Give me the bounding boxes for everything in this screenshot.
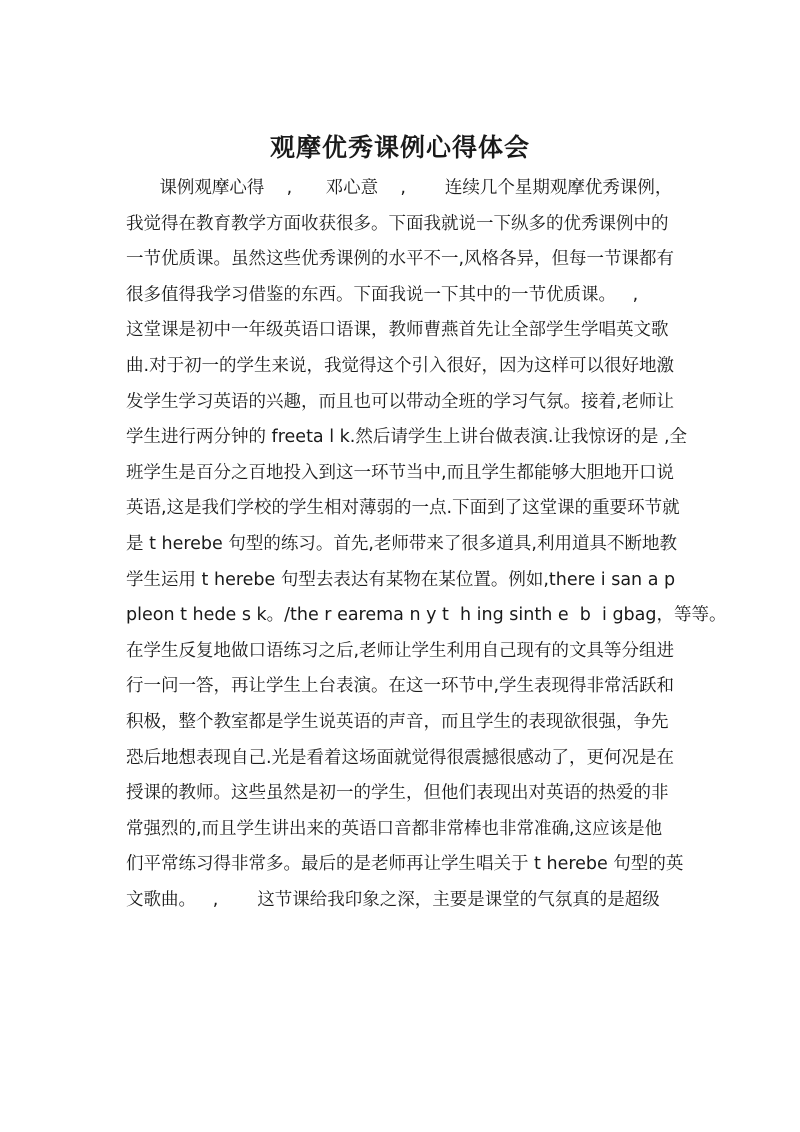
body-line: 行一问一答，再让学生上台表演。在这一环节中,学生表现得非常活跃和	[126, 676, 675, 697]
body-line: 一节优质课。虽然这些优秀课例的水平不一,风格各异，但每一节课都有	[126, 249, 675, 270]
document-title: 观摩优秀课例心得体会	[269, 133, 530, 162]
body-line: 恐后地想表现自己.光是看着这场面就觉得很震撼很感动了，更何况是在	[126, 747, 675, 768]
body-line: 学生运用 t herebe 句型去表达有某物在某位置。例如,there i san a p	[126, 569, 676, 590]
body-line: 英语,这是我们学校的学生相对薄弱的一点.下面到了这堂课的重要环节就	[126, 498, 680, 519]
body-line: 常强烈的,而且学生讲出来的英语口音都非常棒也非常准确,这应该是他	[126, 818, 663, 839]
body-line: 我觉得在教育教学方面收获很多。下面我就说一下纵多的优秀课例中的	[126, 213, 669, 234]
body-line: 曲.对于初一的学生来说，我觉得这个引入很好，因为这样可以很好地激	[126, 356, 675, 376]
body-line: 班学生是百分之百地投入到这一环节当中,而且学生都能够大胆地开口说	[126, 462, 675, 483]
body-line: 课例观摩心得 , 邓心意 , 连续几个星期观摩优秀课例，	[126, 178, 673, 198]
body-line: 发学生学习英语的兴趣，而且也可以带动全班的学习气氛。接着,老师让	[126, 391, 675, 412]
body-line: 是 t herebe 句型的练习。首先,老师带来了很多道具,利用道具不断地教	[126, 534, 677, 554]
body-line: 学生进行两分钟的 freeta l k.然后请学生上讲台做表演.让我惊讶的是 ,全	[126, 427, 688, 448]
body-line: 在学生反复地做口语练习之后,老师让学生利用自己现有的文具等分组进	[126, 640, 675, 661]
body-line: pleon t hede s k。/the r earema n y t h ing sinth e b i gbag，等等。	[126, 605, 727, 626]
body-line: 这堂课是初中一年级英语口语课，教师曹燕首先让全部学生学唱英文歌	[126, 320, 669, 341]
body-line: 很多值得我学习借鉴的东西。下面我说一下其中的一节优质课。 ,	[126, 284, 639, 305]
body-line: 积极，整个教室都是学生说英语的声音，而且学生的表现欲很强，争先	[126, 712, 669, 732]
body-line: 文歌曲。 , 这节课给我印象之深，主要是课堂的气氛真的是超级	[126, 890, 660, 910]
body-line: 们平常练习得非常多。最后的是老师再让学生唱关于 t herebe 句型的英	[126, 854, 684, 875]
body-line: 授课的教师。这些虽然是初一的学生，但他们表现出对英语的热爱的非	[126, 783, 669, 804]
